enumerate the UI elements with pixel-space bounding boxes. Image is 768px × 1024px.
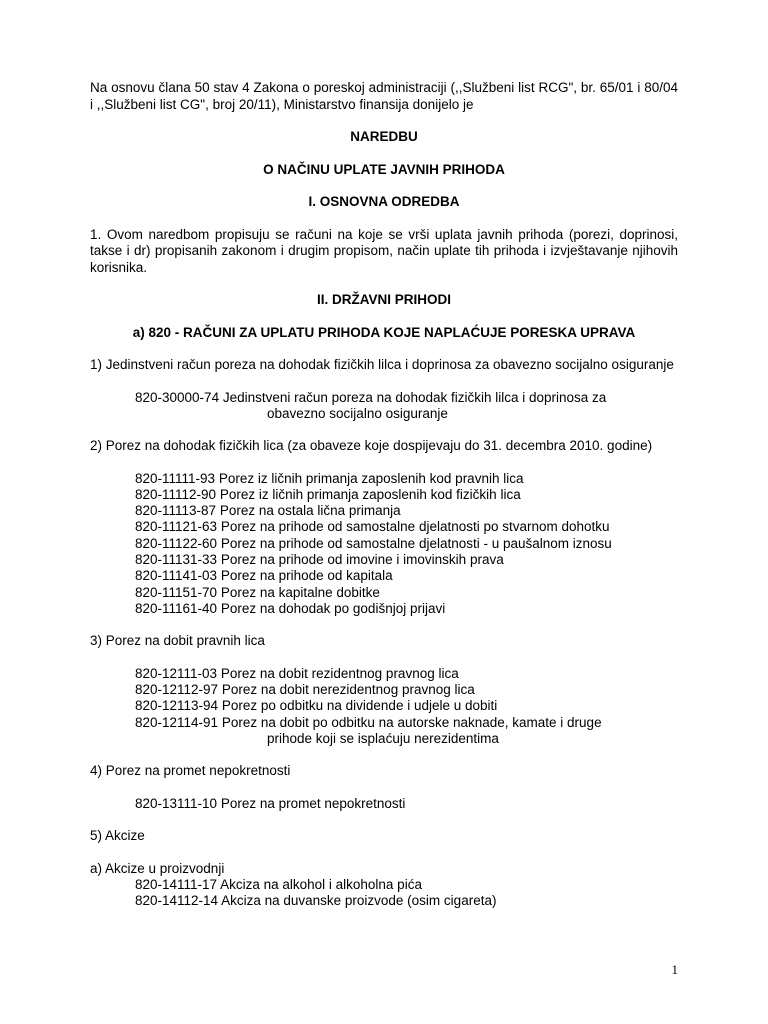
account-line: 820-11161-40 Porez na dohodak po godišnjoj prijavi bbox=[135, 600, 446, 616]
account-line: 820-11141-03 Porez na prihode od kapitala bbox=[135, 568, 393, 584]
akcize-accounts bbox=[90, 877, 678, 910]
section-2-heading: II. DRŽAVNI PRIHODI bbox=[316, 292, 451, 307]
group-2-accounts bbox=[90, 471, 678, 618]
account-line: 820-12113-94 Porez po odbitku na dividende i udjele u dobiti bbox=[135, 698, 498, 714]
account-line: 820-12112-97 Porez na dobit nerezidentnog pravnog lica bbox=[135, 682, 475, 698]
account-line: 820-11111-93 Porez iz ličnih primanja zaposlenih kod pravnih lica bbox=[135, 470, 524, 486]
group-3-title: 3) Porez na dobit pravnih lica bbox=[90, 633, 265, 649]
account-line: 820-30000-74 Jedinstveni račun poreza na dohodak fizičkih lilca i doprinosa za bbox=[135, 389, 607, 405]
group-5-title: 5) Akcize bbox=[90, 828, 145, 844]
account-line: 820-11121-63 Porez na prihode od samostalne djelatnosti po stvarnom dohotku bbox=[135, 519, 610, 535]
document-subtitle: O NAČINU UPLATE JAVNIH PRIHODA bbox=[263, 161, 505, 177]
page-number: 1 bbox=[671, 962, 678, 977]
document-page bbox=[90, 80, 678, 910]
group-1-title: 1) Jedinstveni račun poreza na dohodak fizičkih lilca i doprinosa za obavezno socijalno osiguranje bbox=[90, 357, 674, 372]
account-line: 820-11113-87 Porez na ostala lična primanja bbox=[135, 503, 401, 519]
account-line-continuation: prihode koji se isplaćuju nerezidentima bbox=[267, 730, 499, 746]
group-2-title: 2) Porez na dohodak fizičkih lica (za obaveze koje dospijevaju do 31. decembra 2010. godine) bbox=[90, 438, 653, 454]
group-4-accounts bbox=[90, 796, 678, 812]
account-line: 820-11151-70 Porez na kapitalne dobitke bbox=[135, 584, 380, 600]
section-1-heading: I. OSNOVNA ODREDBA bbox=[308, 194, 460, 209]
group-4-title: 4) Porez na promet nepokretnosti bbox=[90, 763, 291, 779]
account-line: 820-13111-10 Porez na promet nepokretnosti bbox=[135, 795, 406, 811]
akcize-sub-title: a) Akcize u proizvodnji bbox=[90, 860, 225, 876]
account-line-continuation: obavezno socijalno osiguranje bbox=[267, 405, 448, 421]
intro-paragraph: Na osnovu člana 50 stav 4 Zakona o poreskoj administraciji (,,Službeni list RCG", br. 65/01 i 80/04 i ,,Službeni list CG", broj 20/11), Ministarstvo finansija donijelo je bbox=[90, 80, 678, 112]
group-3-accounts bbox=[90, 666, 678, 747]
account-line: 820-11122-60 Porez na prihode od samostalne djelatnosti - u paušalnom iznosu bbox=[135, 535, 612, 551]
account-line: 820-11112-90 Porez iz ličnih primanja zaposlenih kod fizičkih lica bbox=[135, 486, 521, 502]
account-line: 820-11131-33 Porez na prihode od imovine i imovinskih prava bbox=[135, 552, 504, 568]
section-2-subheading: a) 820 - RAČUNI ZA UPLATU PRIHODA KOJE NAPLAĆUJE PORESKA UPRAVA bbox=[132, 324, 636, 340]
group-1-accounts bbox=[90, 390, 678, 423]
account-line: 820-12114-91 Porez na dobit po odbitku na autorske naknade, kamate i druge bbox=[135, 714, 602, 730]
document-title: NAREDBU bbox=[350, 129, 418, 144]
section-1-text: 1. Ovom naredbom propisuju se računi na koje se vrši uplata javnih prihoda (porezi, doprinosi, takse i dr) propisanih zakonom i drugim propisom, način uplate tih prihoda i izvještavanje njihovih korisnika. bbox=[90, 226, 678, 275]
account-line: 820-12111-03 Porez na dobit rezidentnog pravnog lica bbox=[135, 665, 459, 681]
account-line: 820-14111-17 Akciza na alkohol i alkoholna pića bbox=[135, 877, 422, 893]
account-line: 820-14112-14 Akciza na duvanske proizvode (osim cigareta) bbox=[135, 893, 497, 909]
